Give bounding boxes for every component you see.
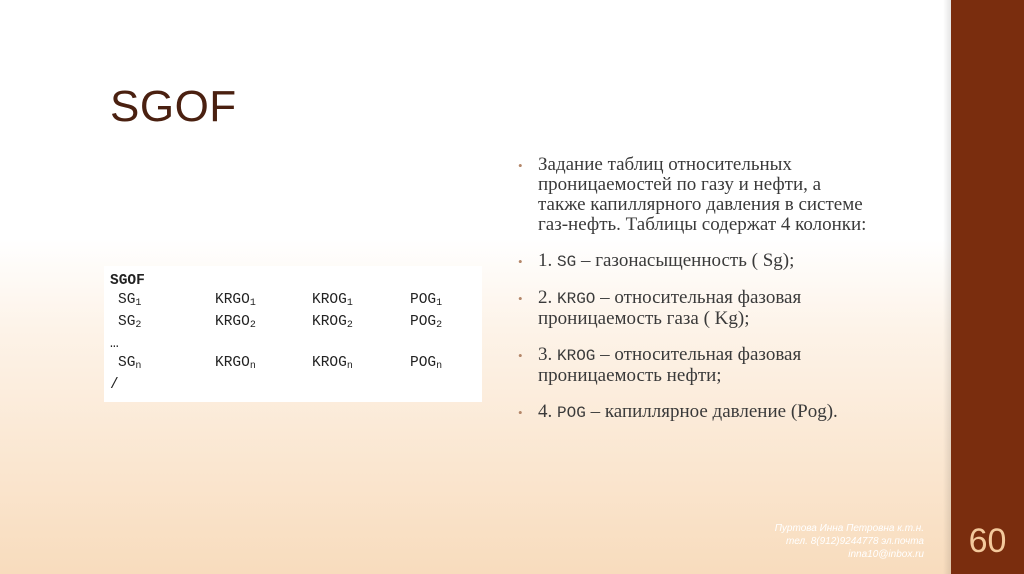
code-keyword: SGOF xyxy=(110,273,145,289)
bullet-code: KROG xyxy=(557,347,596,365)
bullet-item xyxy=(518,251,868,272)
code-block xyxy=(104,266,482,402)
code-row: $SG_2$ $KRGO_2$ $KROG_2$ $POG_2$ xyxy=(118,314,443,331)
cell-krog: KROG xyxy=(312,314,347,330)
cell-sg: SG xyxy=(118,314,136,330)
footer-email: inna10@inbox.ru xyxy=(848,549,924,560)
bullet-text: – относительная фазовая проницаемость нефти; xyxy=(538,344,802,386)
bullet-item xyxy=(518,155,868,235)
cell-sg: SG xyxy=(118,355,136,371)
cell-krgo: KRGO xyxy=(215,314,250,330)
code-row: $SG_n$ $KRGO_n$ $KROG_n$ $POG_n$ xyxy=(118,355,443,372)
cell-krog: KROG xyxy=(312,292,347,308)
footer-contact: тел. 8(912)9244778 эл.почта xyxy=(785,536,924,547)
bullet-marker: • xyxy=(518,158,523,173)
bullet-code: KRGO xyxy=(557,290,596,308)
cell-krgo: KRGO xyxy=(215,292,250,308)
bullet-text: – капиллярное давление (Pog). xyxy=(585,401,838,422)
cell-pog: POG xyxy=(410,292,437,308)
bullet-prefix: 3. xyxy=(538,344,557,365)
cell-pog: POG xyxy=(410,314,437,330)
code-terminator: / xyxy=(110,377,119,393)
cell-pog: POG xyxy=(410,355,437,371)
bullet-prefix: 2. xyxy=(538,287,557,308)
cell-krgo: KRGO xyxy=(215,355,250,371)
bullet-text: Задание таблиц относительных проницаемостей по газу и нефти, а также капиллярного давления в системе газ-нефть. Таблицы содержат 4 колонки: xyxy=(538,154,867,235)
code-ellipsis: … xyxy=(110,336,119,352)
author-footer xyxy=(700,522,924,561)
bullet-prefix: 1. xyxy=(538,250,557,271)
bullet-marker: • xyxy=(518,254,523,269)
bullet-list xyxy=(518,155,868,439)
slide-title: SGOF xyxy=(110,82,237,131)
right-bar-shadow xyxy=(943,0,951,574)
footer-author: Пуртова Инна Петровна к.т.н. xyxy=(774,523,924,534)
cell-sg: SG xyxy=(118,292,136,308)
bullet-code: POG xyxy=(557,404,586,422)
bullet-text: – газонасыщенность ( Sg); xyxy=(576,250,795,271)
bullet-text: – относительная фазовая проницаемость газа ( Kg); xyxy=(538,287,802,329)
bullet-prefix: 4. xyxy=(538,401,557,422)
bullet-item xyxy=(518,402,868,423)
bullet-item xyxy=(518,288,868,329)
bullet-marker: • xyxy=(518,348,523,363)
bullet-marker: • xyxy=(518,291,523,306)
code-row: $SG_1$ $KRGO_1$ $KROG_1$ $POG_1$ xyxy=(118,292,443,309)
cell-krog: KROG xyxy=(312,355,347,371)
bullet-item xyxy=(518,345,868,386)
accent-bar xyxy=(951,0,1024,574)
bullet-code: SG xyxy=(557,253,577,271)
bullet-marker: • xyxy=(518,405,523,420)
slide-number: 60 xyxy=(968,522,1007,560)
